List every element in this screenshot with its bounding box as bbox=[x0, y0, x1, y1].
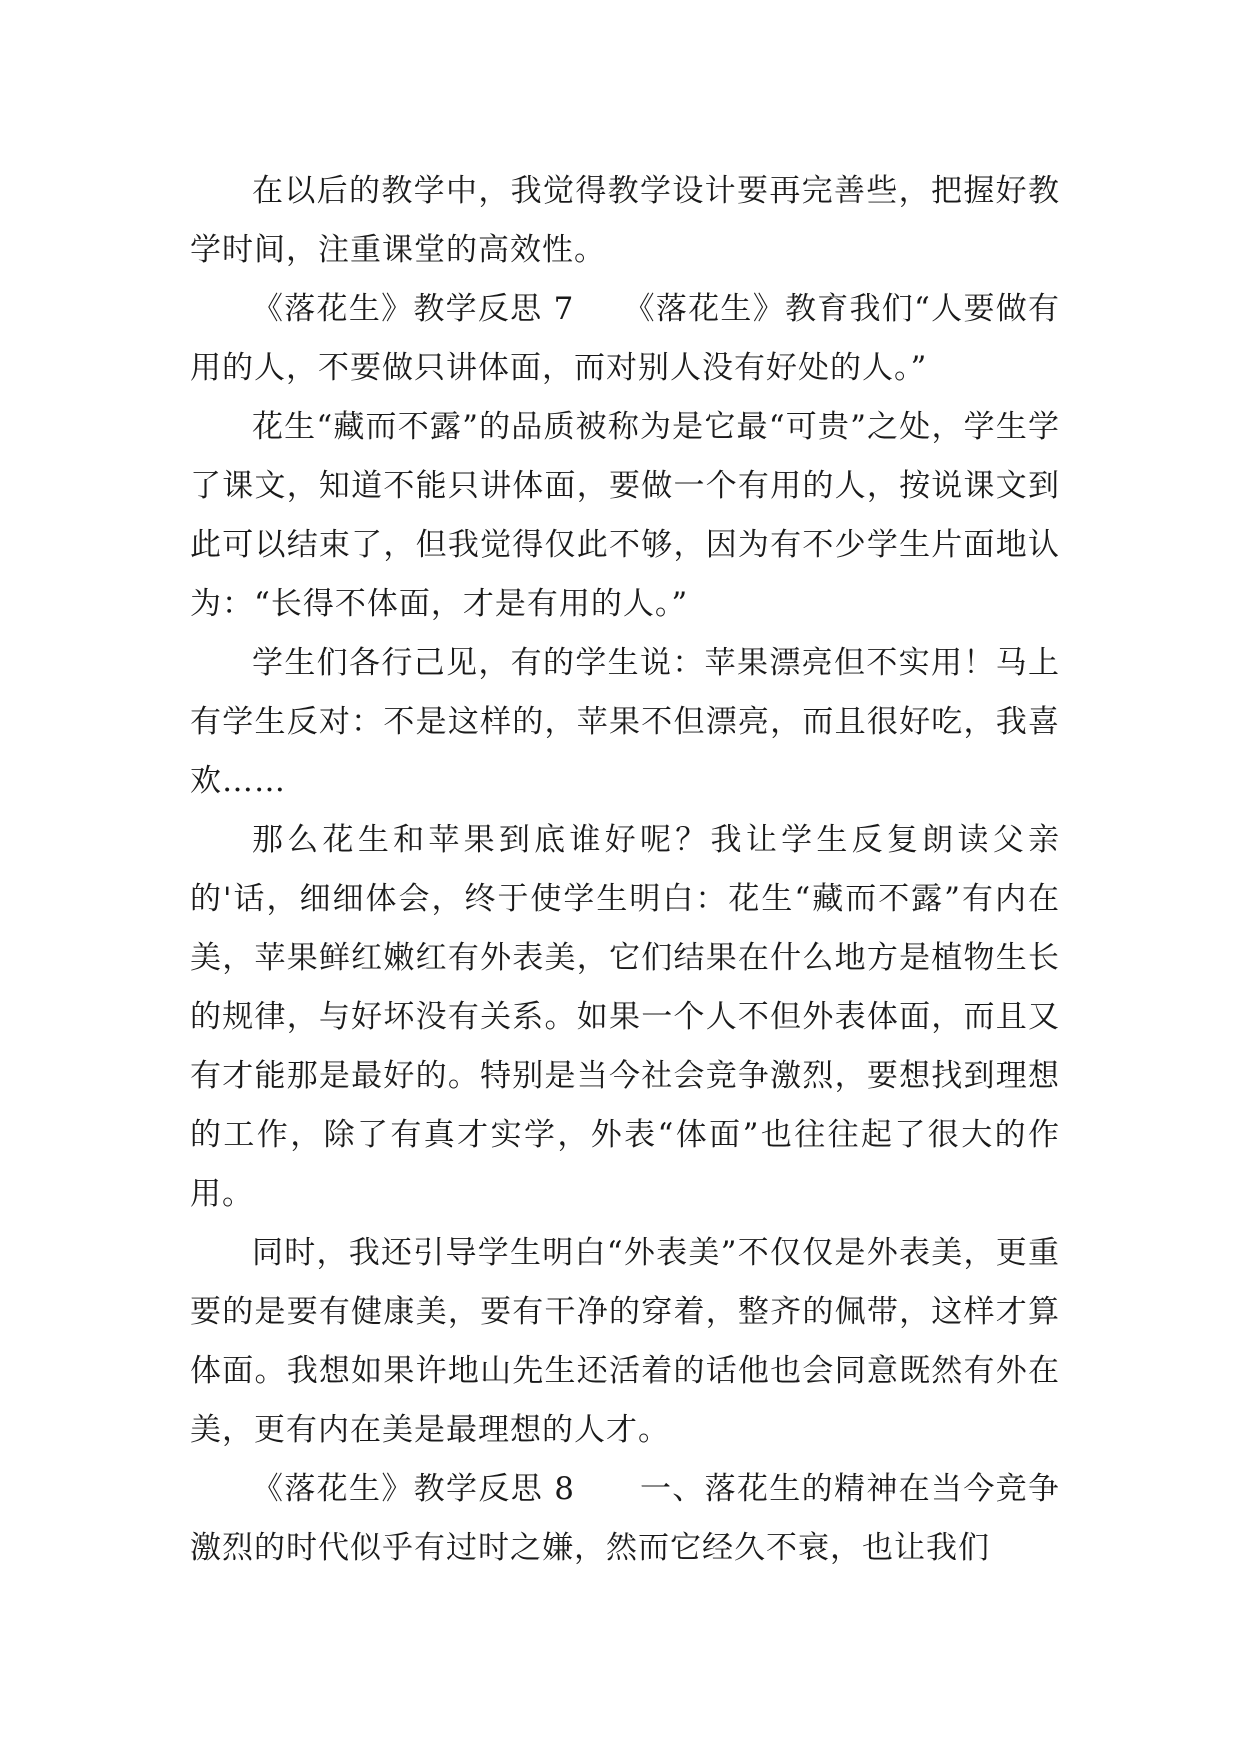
paragraph: 那么花生和苹果到底谁好呢？我让学生反复朗读父亲的'话，细细体会，终于使学生明白：花生“藏而不露”有内在美，苹果鲜红嫩红有外表美，它们结果在什么地方是植物生长的规律，与好坏没有关系。如果一个人不但外表体面，而且又有才能那是最好的。特别是当今社会竞争激烈，要想找到理想的工作，除了有真才实学，外表“体面”也往往起了很大的作用。 bbox=[190, 822, 1060, 1212]
document-body bbox=[190, 162, 1060, 1578]
paragraph: 学生们各行己见，有的学生说：苹果漂亮但不实用！马上有学生反对：不是这样的，苹果不但漂亮，而且很好吃，我喜欢…… bbox=[190, 645, 1060, 799]
paragraph: 花生“藏而不露”的品质被称为是它最“可贵”之处，学生学了课文，知道不能只讲体面，要做一个有用的人，按说课文到此可以结束了，但我觉得仅此不够，因为有不少学生片面地认为：“长得不体面，才是有用的人。” bbox=[190, 409, 1060, 622]
paragraph: 同时，我还引导学生明白“外表美”不仅仅是外表美，更重要的是要有健康美，要有干净的穿着，整齐的佩带，这样才算体面。我想如果许地山先生还活着的话他也会同意既然有外在美，更有内在美是最理想的人才。 bbox=[190, 1235, 1060, 1448]
paragraph: 《落花生》教学反思 8 一、落花生的精神在当今竞争激烈的时代似乎有过时之嫌，然而它经久不衰，也让我们 bbox=[190, 1471, 1060, 1566]
paragraph: 在以后的教学中，我觉得教学设计要再完善些，把握好教学时间，注重课堂的高效性。 bbox=[190, 173, 1060, 268]
paragraph: 《落花生》教学反思 7 《落花生》教育我们“人要做有用的人，不要做只讲体面，而对别人没有好处的人。” bbox=[190, 291, 1060, 386]
